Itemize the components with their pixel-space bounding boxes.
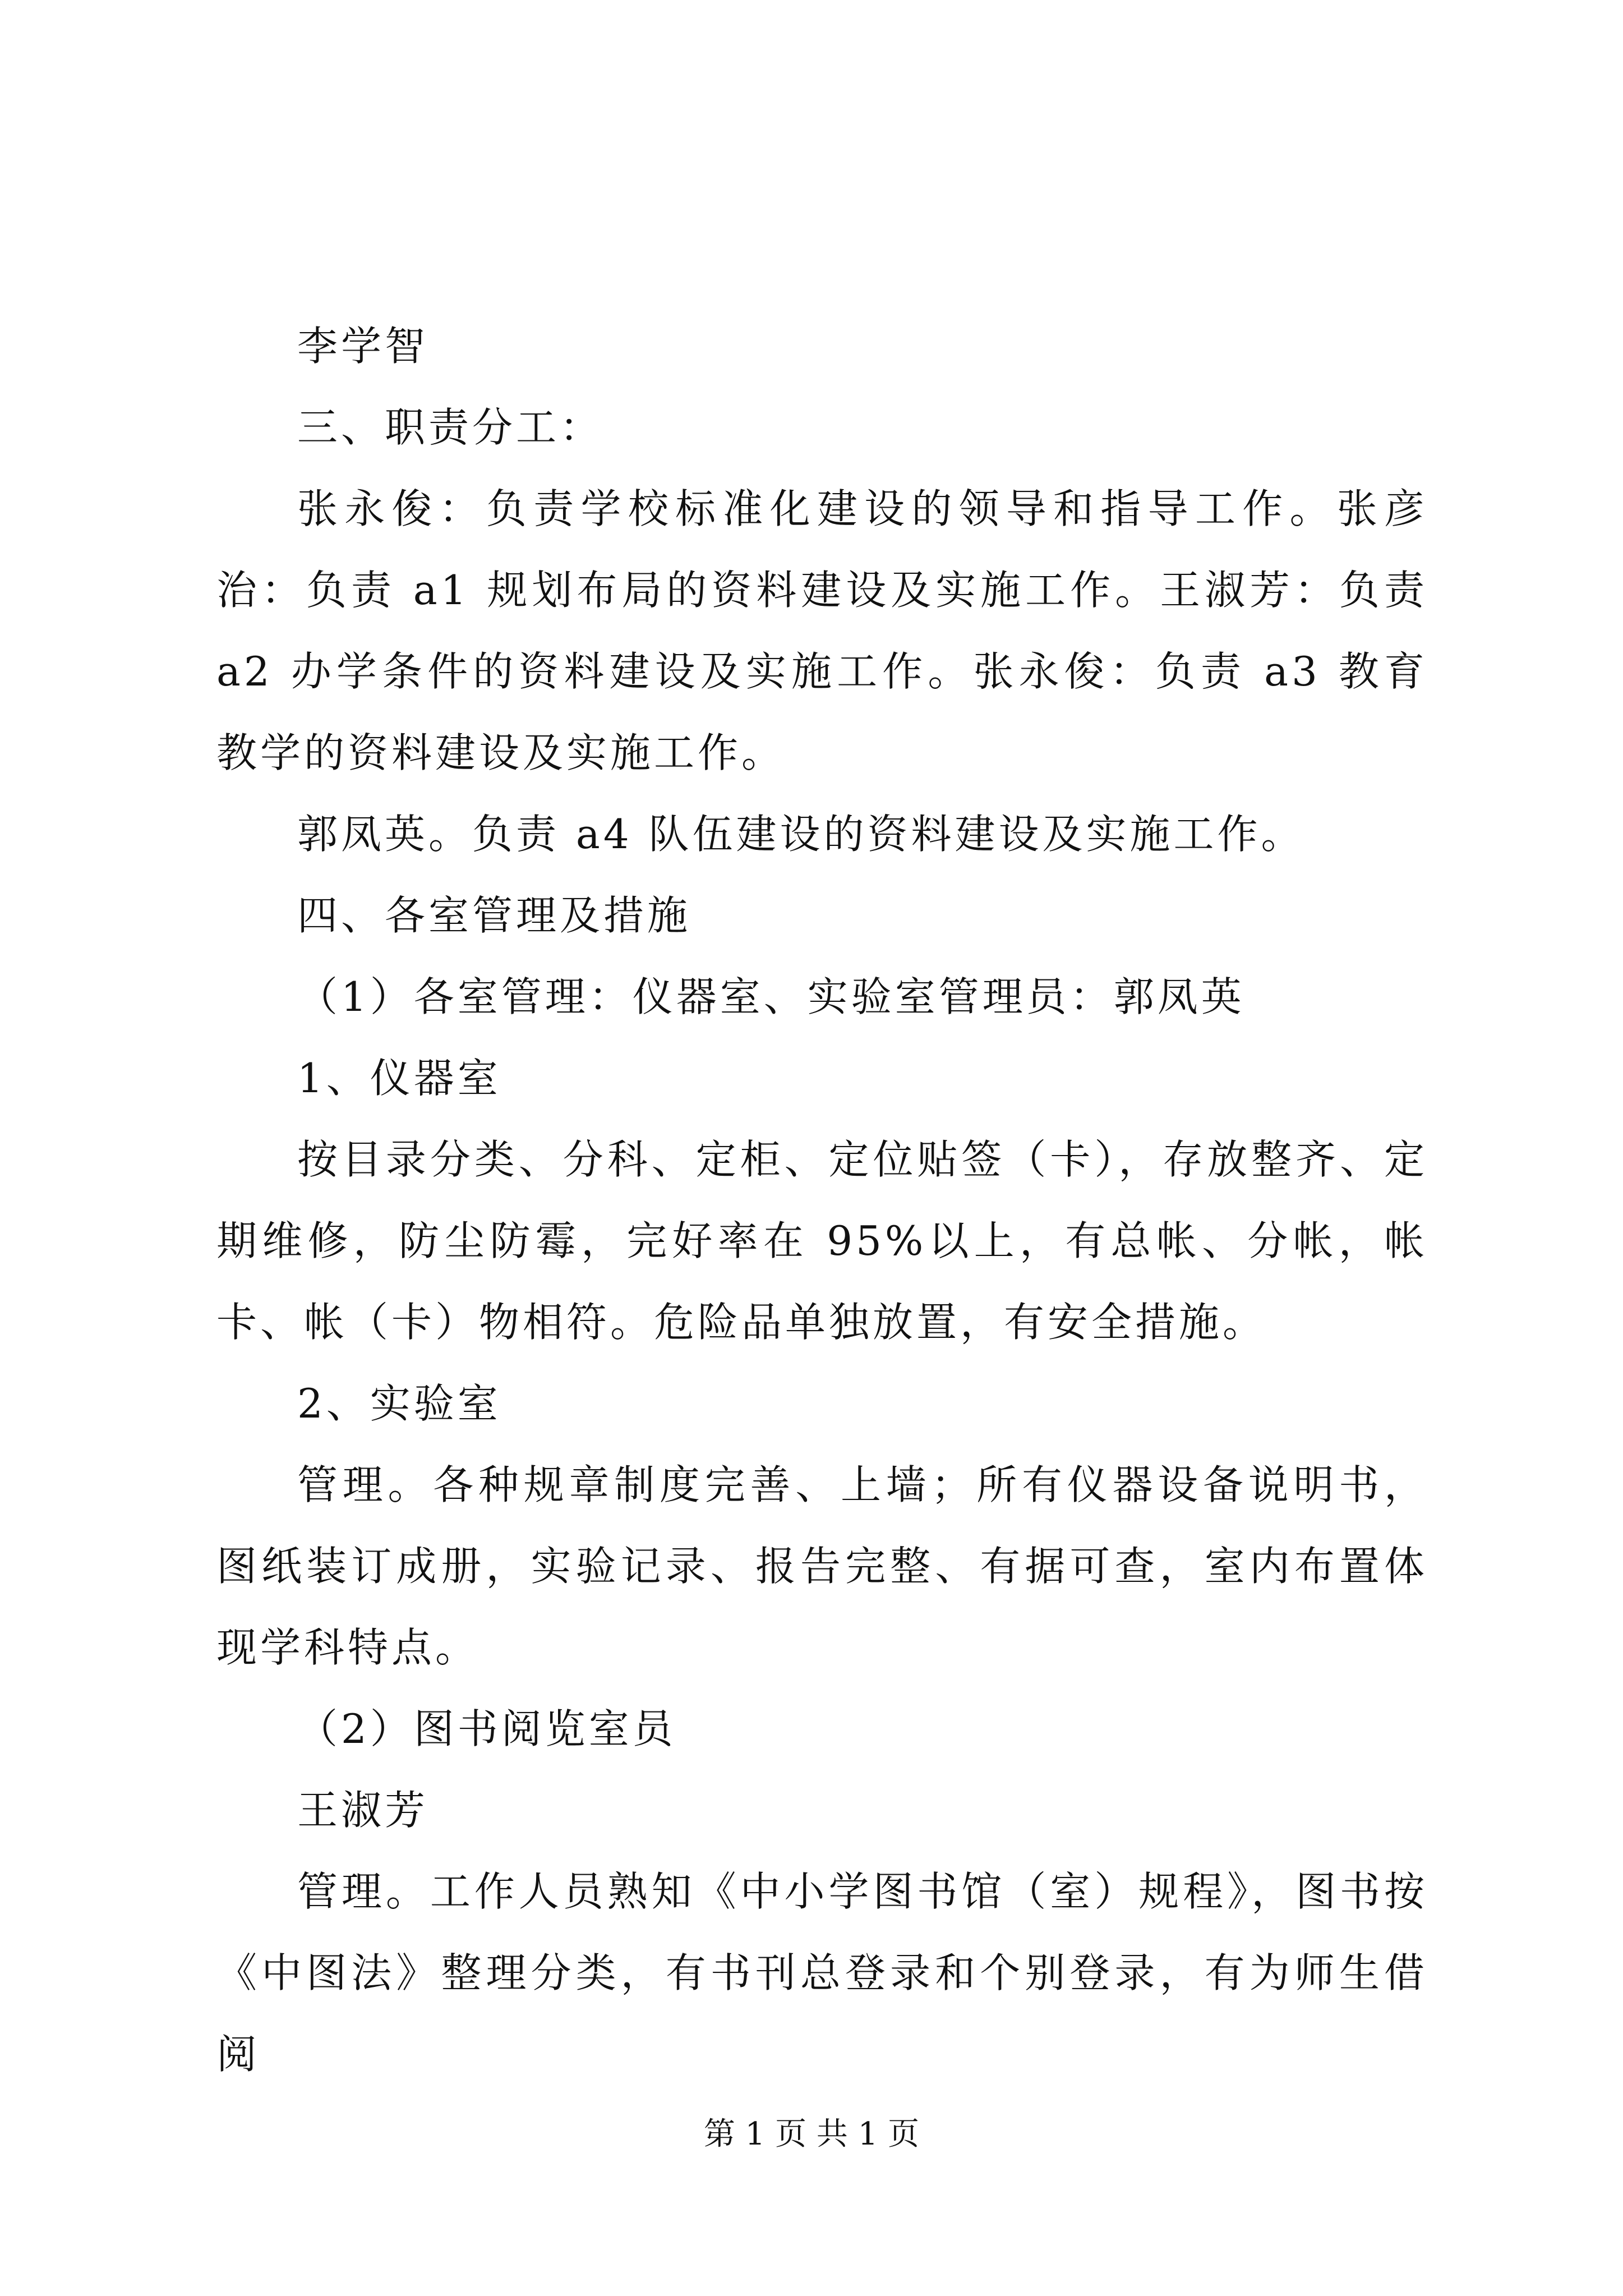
document-body xyxy=(216,306,1428,2095)
paragraph-instrument-room: 按目录分类、分科、定柜、定位贴签（卡），存放整齐、定期维修，防尘防霉，完好率在 95%以上，有总帐、分帐，帐卡、帐（卡）物相符。危险品单独放置，有安全措施。 xyxy=(216,1136,1428,1346)
paragraph-laboratory: 管理。各种规章制度完善、上墙；所有仪器设备说明书，图纸装订成册，实验记录、报告完整、有据可查，室内布置体现学科特点。 xyxy=(216,1461,1428,1671)
item-heading-laboratory: 2、实验室 xyxy=(297,1380,501,1427)
subheading-library-reading-room: （2）图书阅览室员 xyxy=(297,1705,676,1752)
paragraph-guo-fengying-duty: 郭凤英。负责 a4 队伍建设的资料建设及实施工作。 xyxy=(297,811,1305,858)
paragraph-name-li-xuezhi: 李学智 xyxy=(297,323,429,370)
section-heading-duties: 三、职责分工： xyxy=(297,404,604,451)
paragraph-name-wang-shufang: 王淑芳 xyxy=(297,1787,429,1834)
paragraph-duty-assignments: 张永俊：负责学校标准化建设的领导和指导工作。张彦治：负责 a1 规划布局的资料建设及实施工作。王淑芳：负责 a2 办学条件的资料建设及实施工作。张永俊：负责 a3 教育教学的资料建设及实施工作。 xyxy=(216,485,1428,776)
section-heading-room-management: 四、各室管理及措施 xyxy=(297,892,691,939)
page-footer: 第 1 页 共 1 页 xyxy=(703,2116,920,2152)
subheading-room-management-1: （1）各室管理：仪器室、实验室管理员：郭凤英 xyxy=(297,973,1245,1020)
item-heading-instrument-room: 1、仪器室 xyxy=(297,1055,501,1102)
paragraph-library-management: 管理。工作人员熟知《中小学图书馆（室）规程》，图书按《中图法》整理分类，有书刊总登录和个别登录，有为师生借阅 xyxy=(216,1868,1428,2078)
